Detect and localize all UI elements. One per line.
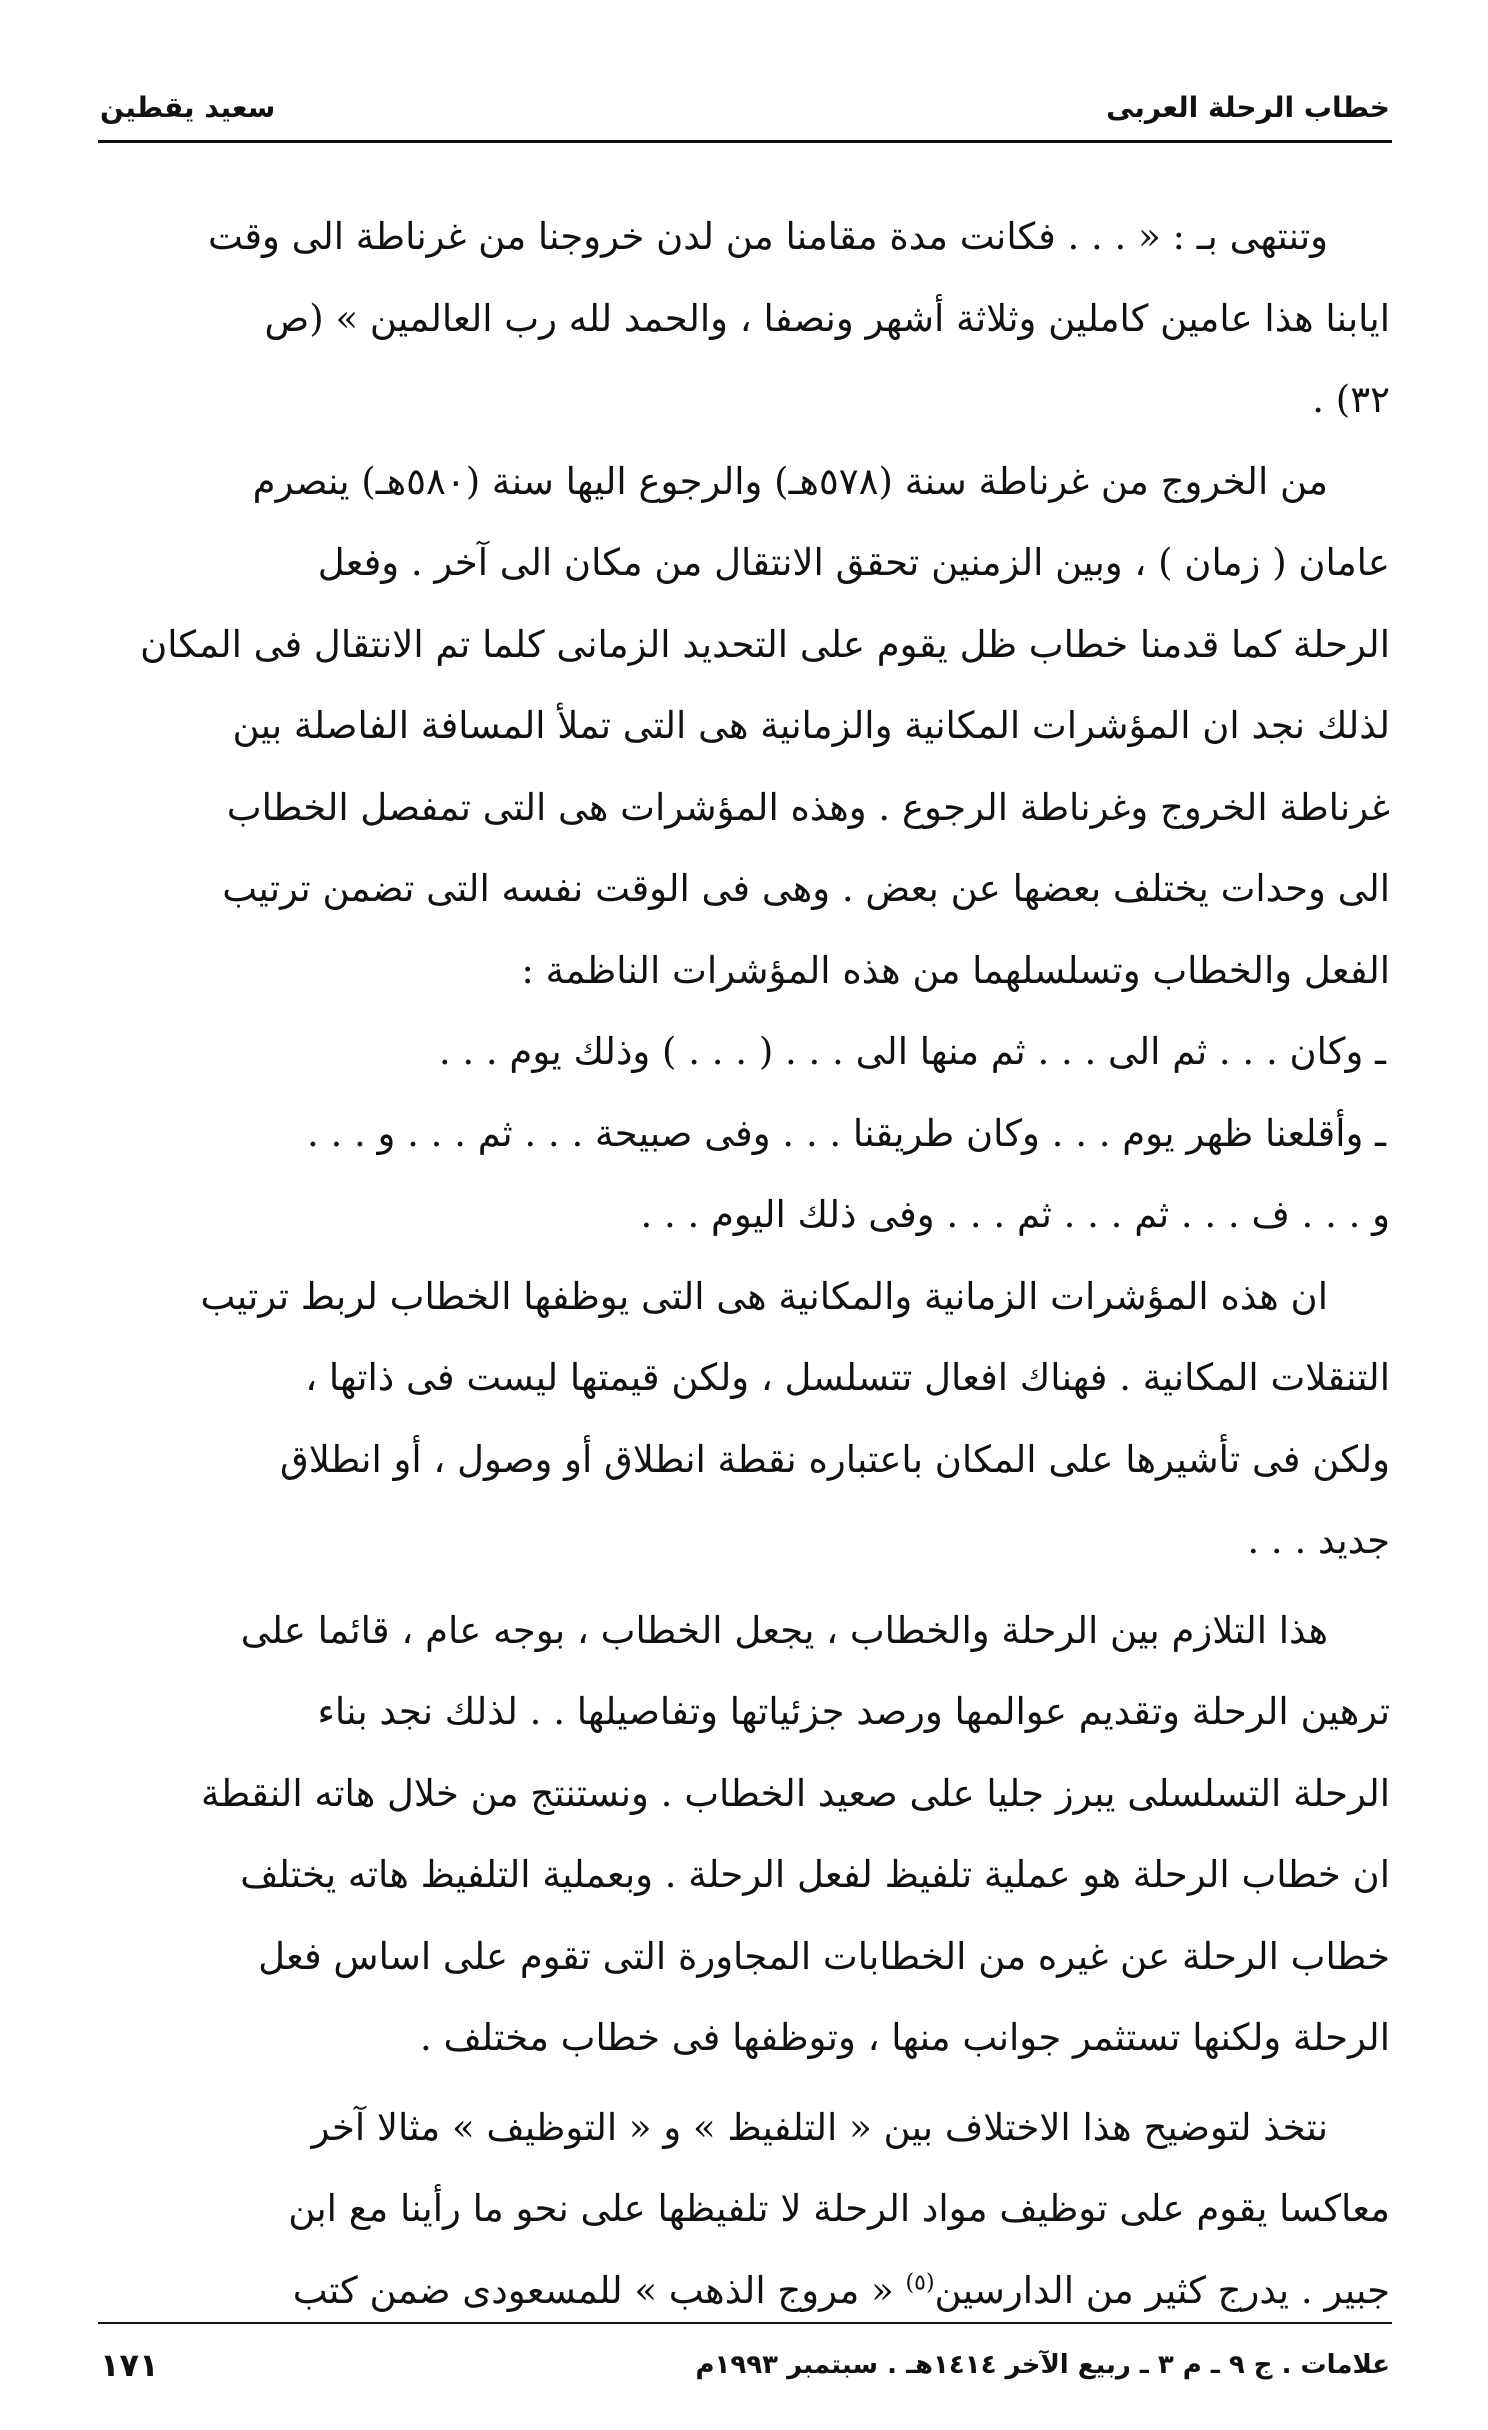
text-fragment: « مروج الذهب » للمسعودى ضمن كتب bbox=[292, 2268, 894, 2312]
text-line: ايابنا هذا عامين كاملين وثلاثة أشهر ونصفا ، والحمد لله رب العالمين » (ص bbox=[264, 296, 1390, 340]
list-item: ـ وأقلعنا ظهر يوم . . . وكان طريقنا . . . وفى صبيحة . . . ثم . . . و . . . bbox=[306, 1111, 1386, 1155]
text-line: من الخروج من غرناطة سنة (٥٧٨هـ) والرجوع اليها سنة (٥٨٠هـ) ينصرم bbox=[252, 459, 1328, 503]
text-line: الرحلة ولكنها تستثمر جوانب منها ، وتوظفها فى خطاب مختلف . bbox=[419, 2016, 1390, 2059]
text-line: ولكن فى تأشيرها على المكان باعتباره نقطة انطلاق أو وصول ، أو انطلاق bbox=[280, 1437, 1390, 1481]
text-fragment: جبير . يدرج كثير من الدارسين bbox=[934, 2268, 1390, 2312]
text-line bbox=[100, 2250, 1390, 2332]
footnote-marker[interactable]: (٥) bbox=[905, 2270, 935, 2296]
header-author: سعيد يقطين bbox=[100, 90, 276, 124]
list-item: ـ وكان . . . ثم الى . . . ثم منها الى . . . ( . . . ) وذلك يوم . . . bbox=[438, 1030, 1386, 1073]
text-line: التنقلات المكانية . فهناك افعال تتسلسل ، ولكن قيمتها ليست فى ذاتها ، bbox=[305, 1356, 1390, 1399]
text-line: ترهين الرحلة وتقديم عوالمها ورصد جزئياتها وتفاصيلها . . لذلك نجد بناء bbox=[317, 1690, 1390, 1733]
header-rule bbox=[98, 140, 1392, 143]
page-footer bbox=[100, 2330, 1390, 2400]
text-line: لذلك نجد ان المؤشرات المكانية والزمانية هى التى تملأ المسافة الفاصلة بين bbox=[232, 704, 1390, 747]
text-line: الفعل والخطاب وتسلسلهما من هذه المؤشرات الناظمة : bbox=[521, 948, 1390, 992]
text-line: ان هذه المؤشرات الزمانية والمكانية هى التى يوظفها الخطاب لربط ترتيب bbox=[200, 1274, 1328, 1318]
body-text bbox=[100, 196, 1390, 2331]
text-line: و . . . ف . . . ثم . . . ثم . . . وفى ذلك اليوم . . . bbox=[640, 1193, 1390, 1236]
running-header bbox=[100, 72, 1390, 142]
page-number: ١٧١ bbox=[100, 2346, 159, 2384]
text-line: معاكسا يقوم على توظيف مواد الرحلة لا تلفيظها على نحو ما رأينا مع ابن bbox=[288, 2187, 1390, 2230]
text-line: جديد . . . bbox=[1247, 1519, 1390, 1562]
text-line: ان خطاب الرحلة هو عملية تلفيظ لفعل الرحلة . وبعملية التلفيظ هاته يختلف bbox=[240, 1853, 1390, 1896]
text-line: الرحلة كما قدمنا خطاب ظل يقوم على التحديد الزمانى كلما تم الانتقال فى المكان bbox=[140, 622, 1390, 666]
journal-info: علامات . ج ٩ ـ م ٣ ـ ربيع الآخر ١٤١٤هـ . سبتمبر ١٩٩٣م bbox=[695, 2350, 1390, 2380]
text-line: وتنتهى بـ : « . . . فكانت مدة مقامنا من لدن خروجنا من غرناطة الى وقت bbox=[207, 215, 1328, 258]
footer-rule bbox=[98, 2322, 1392, 2324]
text-line: عامان ( زمان ) ، وبين الزمنين تحقق الانتقال من مكان الى آخر . وفعل bbox=[317, 541, 1390, 584]
text-line: خطاب الرحلة عن غيره من الخطابات المجاورة التى تقوم على اساس فعل bbox=[258, 1934, 1390, 1978]
text-line: هذا التلازم بين الرحلة والخطاب ، يجعل الخطاب ، بوجه عام ، قائما على bbox=[240, 1608, 1328, 1652]
header-title: خطاب الرحلة العربى bbox=[1106, 90, 1390, 124]
text-line: الرحلة التسلسلى يبرز جليا على صعيد الخطاب . ونستنتج من خلال هاته النقطة bbox=[200, 1771, 1390, 1815]
text-line: غرناطة الخروج وغرناطة الرجوع . وهذه المؤشرات هى التى تمفصل الخطاب bbox=[226, 785, 1390, 829]
text-line: الى وحدات يختلف بعضها عن بعض . وهى فى الوقت نفسه التى تضمن ترتيب bbox=[222, 867, 1390, 910]
text-line: نتخذ لتوضيح هذا الاختلاف بين « التلفيظ » و « التوظيف » مثالا آخر bbox=[311, 2105, 1328, 2149]
text-line: ٣٢) . bbox=[1312, 378, 1390, 421]
